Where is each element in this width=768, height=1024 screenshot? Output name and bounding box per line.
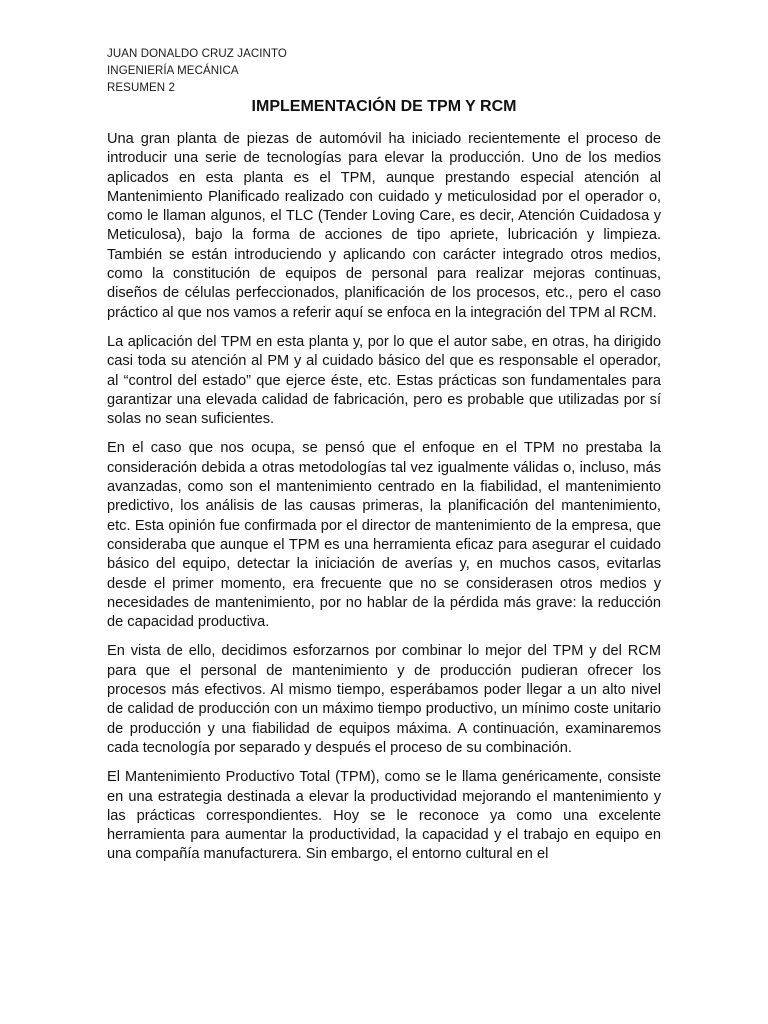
document-label: RESUMEN 2 [107, 82, 175, 94]
paragraph: La aplicación del TPM en esta planta y, por lo que el autor sabe, en otras, ha dirigido casi toda su atención al PM y al cuidado básico del que es responsable el operador, al “control del estado” que ejerce éste, etc. Estas prácticas son fundamentales para garantizar una elevada calidad de fabricación, pero es probable que utilizadas por sí solas no sean suficientes. [107, 333, 661, 428]
author-name: JUAN DONALDO CRUZ JACINTO [107, 48, 287, 60]
paragraph: En el caso que nos ocupa, se pensó que el enfoque en el TPM no prestaba la consideración debida a otras metodologías tal vez igualmente válidas o, incluso, más avanzadas, como son el mantenimiento centrado en la fiabilidad, el mantenimiento predictivo, los análisis de las causas primeras, la planificación del mantenimiento, etc. Esta opinión fue confirmada por el director de mantenimiento de la empresa, que consideraba que aunque el TPM es una herramienta eficaz para asegurar el cuidado básico del equipo, detectar la iniciación de averías y, en muchos casos, evitarlas desde el primer momento, era frecuente que no se considerasen otros medios y necesidades de mantenimiento, por no hablar de la pérdida más grave: la reducción de capacidad productiva. [107, 440, 661, 631]
paragraph: En vista de ello, decidimos esforzarnos por combinar lo mejor del TPM y del RCM para que el personal de mantenimiento y de producción pudieran ofrecer los procesos más efectivos. Al mismo tiempo, esperábamos poder llegar a un alto nivel de calidad de producción con un máximo tiempo productivo, un mínimo coste unitario de producción y una fiabilidad de equipos máxima. A continuación, examinaremos cada tecnología por separado y después el proceso de su combinación. [107, 643, 661, 756]
document-header [107, 46, 287, 97]
program-name: INGENIERÍA MECÁNICA [107, 65, 239, 77]
paragraph: El Mantenimiento Productivo Total (TPM), como se le llama genéricamente, consiste en una estrategia destinada a elevar la productividad mejorando el mantenimiento y las prácticas correspondientes. Hoy se le reconoce ya como una excelente herramienta para aumentar la productividad, la capacidad y el trabajo en equipo en una compañía manufacturera. Sin embargo, el entorno cultural en el [107, 769, 661, 863]
document-body [107, 130, 661, 875]
document-title: IMPLEMENTACIÓN DE TPM Y RCM [251, 98, 517, 115]
paragraph: Una gran planta de piezas de automóvil ha iniciado recientemente el proceso de introducir una serie de tecnologías para elevar la producción. Uno de los medios aplicados en esta planta es el TPM, aunque prestando especial atención al Mantenimiento Planificado realizado con cuidado y meticulosidad por el operador o, como le llaman algunos, el TLC (Tender Loving Care, es decir, Atención Cuidadosa y Meticulosa), bajo la forma de acciones de tipo apriete, lubricación y limpieza. También se están introduciendo y aplicando con carácter integrado otros medios, como la constitución de equipos de personal para realizar mejoras continuas, diseños de células perfeccionados, planificación de los procesos, etc., pero el caso práctico al que nos vamos a referir aquí se enfoca en la integración del TPM al RCM. [107, 131, 661, 321]
